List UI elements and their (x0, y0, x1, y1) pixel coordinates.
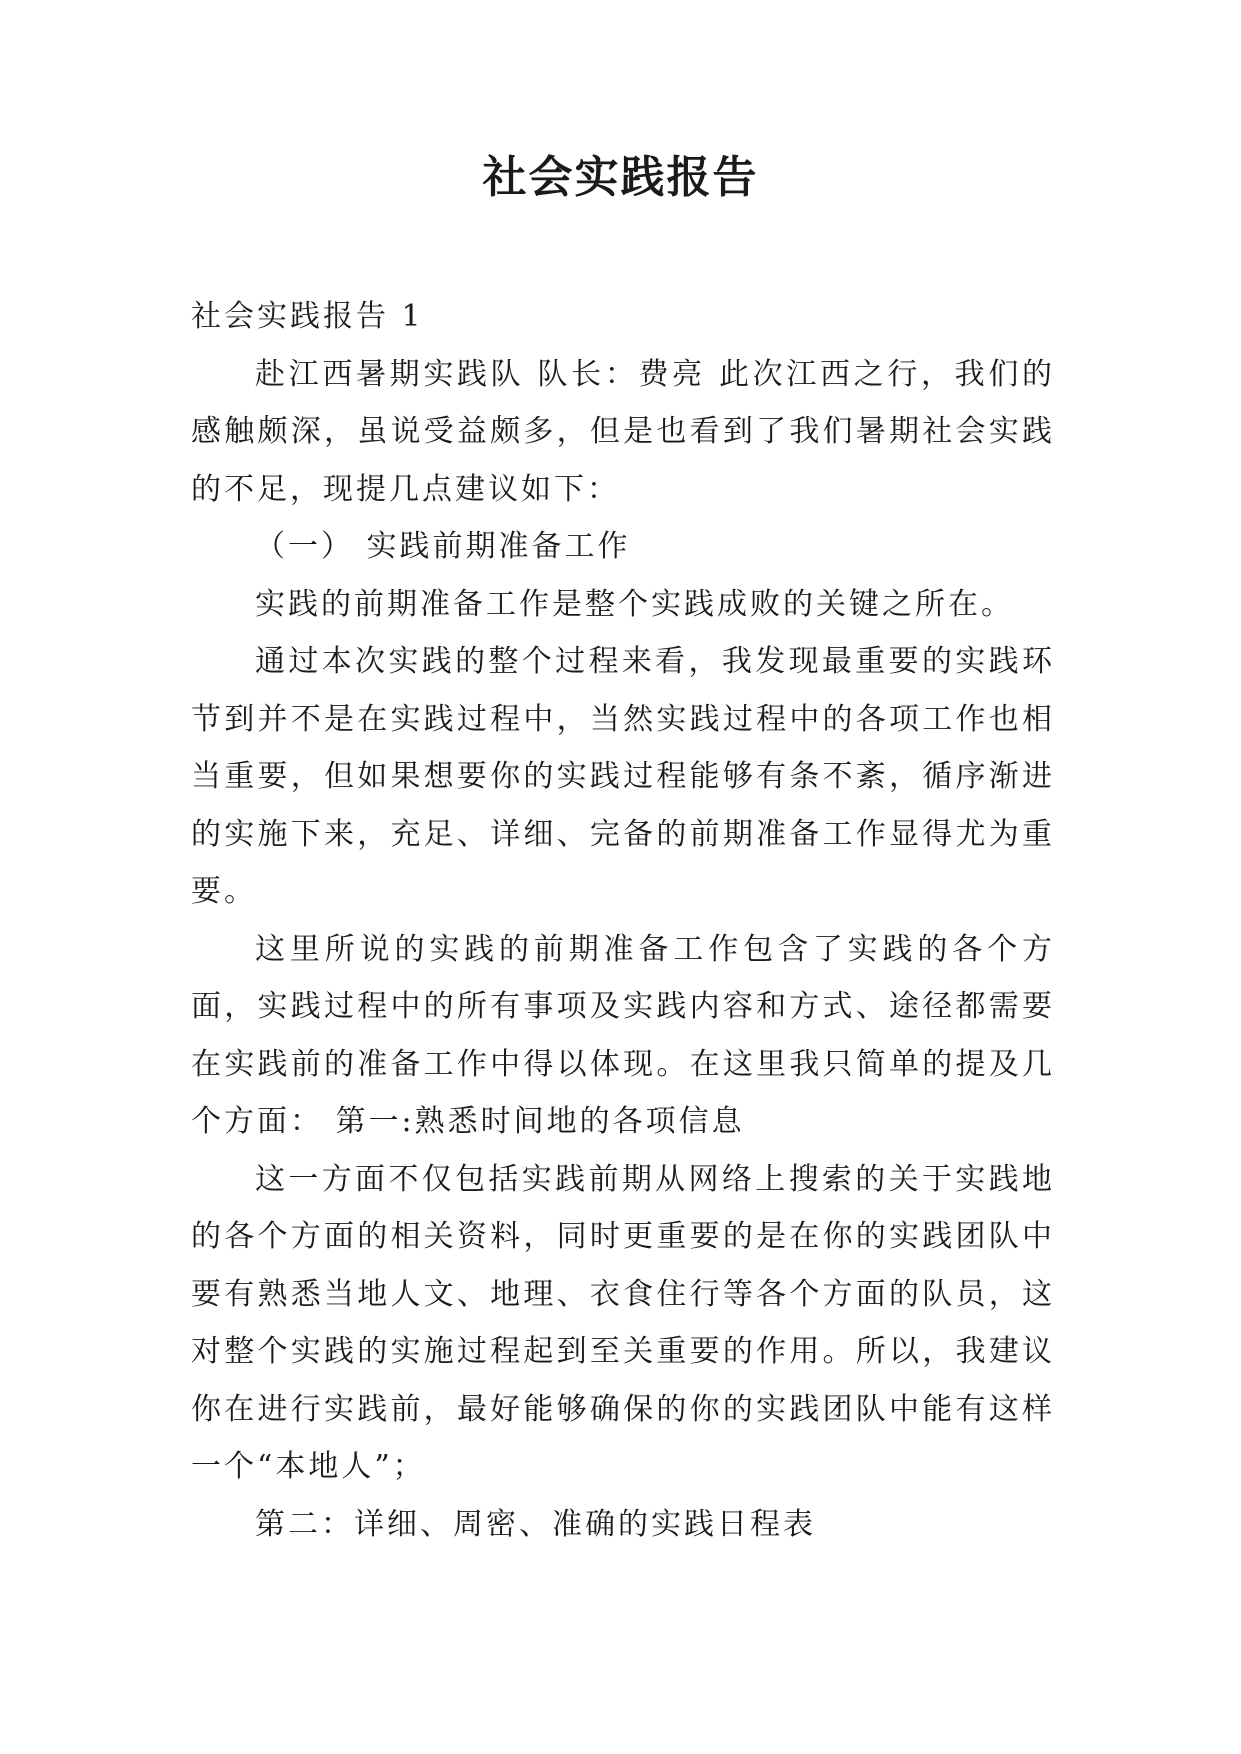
paragraph: 通过本次实践的整个过程来看，我发现最重要的实践环节到并不是在实践过程中，当然实践过程中的各项工作也相当重要，但如果想要你的实践过程能够有条不紊，循序渐进的实施下来，充足、详细、完备的前期准备工作显得尤为重要。 (191, 644, 1055, 909)
paragraph: 实践的前期准备工作是整个实践成败的关键之所在。 (255, 586, 1014, 622)
paragraph: 这一方面不仅包括实践前期从网络上搜索的关于实践地的各个方面的相关资料，同时更重要的是在你的实践团队中要有熟悉当地人文、地理、衣食住行等各个方面的队员，这对整个实践的实施过程起到至关重要的作用。所以，我建议你在进行实践前，最好能够确保的你的实践团队中能有这样一个“本地人”； (191, 1161, 1055, 1484)
subsection-heading: （一） 实践前期准备工作 (255, 529, 631, 564)
paragraph: 第二：详细、周密、准确的实践日程表 (255, 1506, 816, 1542)
paragraph: 这里所说的实践的前期准备工作包含了实践的各个方面，实践过程中的所有事项及实践内容和方式、途径都需要在实践前的准备工作中得以体现。在这里我只简单的提及几个方面： 第一:熟悉时间地的各项信息 (191, 931, 1055, 1139)
paragraph: 赴江西暑期实践队 队长：费亮 此次江西之行，我们的感触颇深，虽说受益颇多，但是也看到了我们暑期社会实践的不足，现提几点建议如下： (191, 356, 1055, 507)
section-heading: 社会实践报告 1 (191, 299, 424, 334)
document-body (191, 288, 1055, 1553)
document-title: 社会实践报告 (482, 152, 759, 203)
